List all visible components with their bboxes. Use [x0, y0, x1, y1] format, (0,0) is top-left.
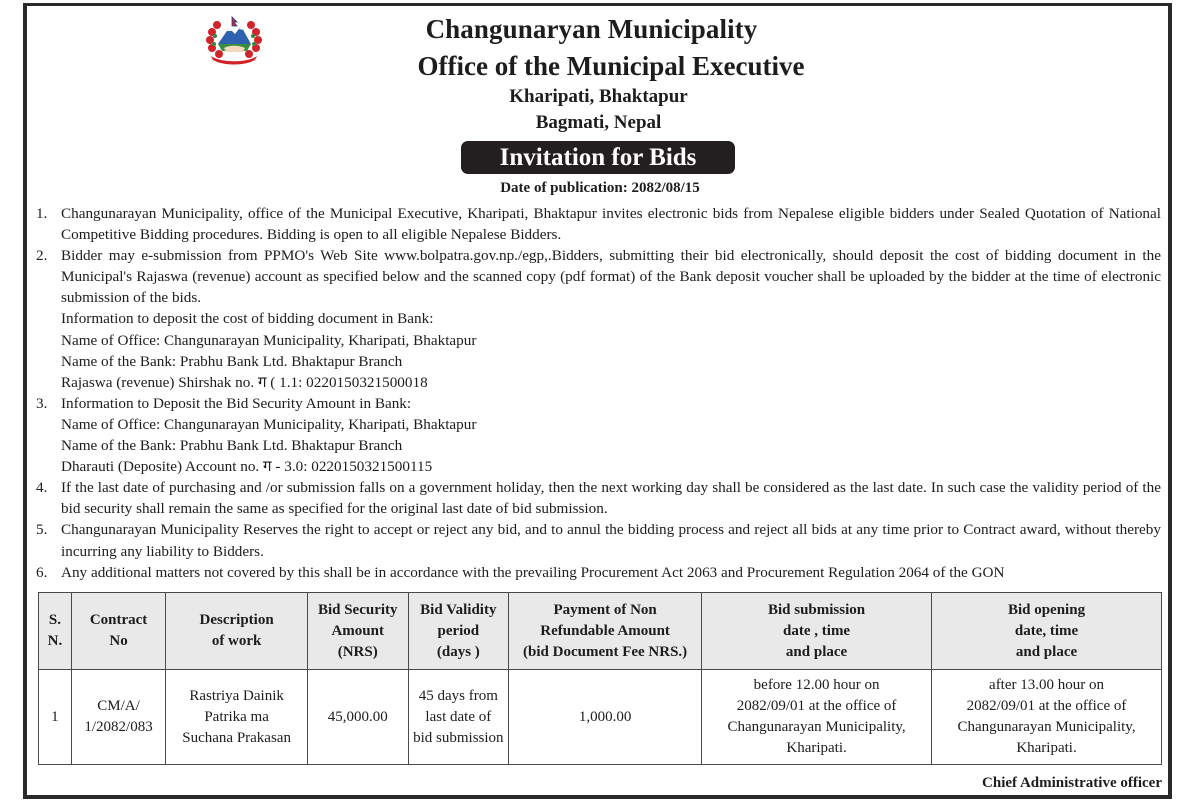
cell-serial-number — [39, 670, 72, 765]
header-line: date, time — [1014, 622, 1079, 639]
clause-text: Name of the Bank: Prabhu Bank Ltd. Bhaktapur Branch — [61, 352, 403, 370]
header-line: Bid Security — [317, 601, 398, 618]
office-name: Office of the Municipal Executive — [417, 51, 805, 81]
clause-text: Name of the Bank: Prabhu Bank Ltd. Bhaktapur Branch — [61, 437, 403, 455]
clause-text: Any additional matters not covered by this shall be in accordance with the prevailing Procurement Act 2063 and Procurement Regulation 2064 of the GON — [61, 563, 1005, 581]
cell-line: CM/A/ — [97, 698, 140, 714]
clause-3 — [36, 393, 1161, 477]
cell-line: Changunarayan Municipality, — [727, 719, 906, 735]
cell-line: 1,000.00 — [578, 708, 632, 725]
header-line: Bid Validity — [420, 601, 497, 618]
header-line: Description — [199, 612, 274, 628]
header-line: of work — [211, 633, 262, 649]
header-line: (bid Document Fee NRS.) — [523, 643, 688, 660]
municipality-name: Changunaryan Municipality — [425, 14, 758, 44]
cell-line: 1/2082/083 — [84, 719, 153, 735]
clause-text: If the last date of purchasing and /or submission falls on a government holiday, then the next working day shall be considered as the last date. In such case the validity period of the bid security shall remain the same as specified for the original last date of bid submission. — [61, 479, 1161, 518]
header-line: and place — [785, 643, 848, 660]
notice-title-banner: Invitation for Bids — [461, 141, 735, 174]
address-line-2: Bagmati, Nepal — [535, 112, 662, 133]
clause-number: 1. — [36, 205, 48, 222]
clause-number: 5. — [36, 521, 48, 539]
header-line: (days ) — [436, 643, 480, 660]
clause-number: 4. — [36, 479, 48, 497]
header-line: (NRS) — [337, 643, 378, 660]
header-line: No — [109, 633, 128, 649]
bids-table — [38, 592, 1162, 765]
header-line: date , time — [783, 622, 851, 639]
clause-text: Name of Office: Changunarayan Municipality, Kharipati, Bhaktapur — [61, 415, 477, 433]
cell-bid-opening — [932, 670, 1162, 765]
header-bid-opening — [932, 593, 1162, 670]
cell-line: before 12.00 hour on — [753, 677, 880, 693]
clause-1 — [36, 203, 1161, 245]
cell-bid-submission — [702, 670, 932, 765]
header-bid-submission — [702, 593, 932, 670]
cell-contract-no — [71, 670, 165, 765]
cell-line: Rastriya Dainik — [189, 687, 284, 704]
clause-4 — [36, 477, 1161, 519]
header-description — [166, 593, 308, 670]
cell-line: Kharipati. — [786, 740, 847, 756]
header-document-fee — [509, 593, 702, 670]
header-line: and place — [1015, 643, 1078, 660]
cell-line: 45,000.00 — [327, 708, 388, 725]
clause-text: Changunarayan Municipality Reserves the right to accept or reject any bid, and to annul the bidding process and reject all bids at any time prior to Contract award, without thereby incurring any liability to Bidders. — [61, 521, 1161, 560]
header-line: S. — [48, 612, 61, 628]
header-line: Bid submission — [767, 601, 866, 618]
cell-line: 2082/09/01 at the office of — [736, 698, 897, 714]
clause-text: Dharauti (Deposite) Account no. ग - 3.0: 0220150321500115 — [61, 458, 433, 476]
clause-text: Information to Deposit the Bid Security Amount in Bank: — [61, 394, 412, 412]
clause-number: 6. — [36, 563, 48, 581]
clause-text: Bidder may e-submission from PPMO's Web Site www.bolpatra.gov.np./egp,.Bidders, submitting their bid electronically, should deposit the cost of bidding document in the Municipal's Rajaswa (revenue) account as specified below and the scanned copy (pdf format) of the Bank deposit voucher shall be uploaded by the bidder at the time of electronic submission of the bids. — [61, 247, 1161, 307]
cell-line: after 13.00 hour on — [989, 677, 1104, 693]
clause-6 — [36, 562, 1161, 583]
address-line-1: Kharipati, Bhaktapur — [509, 86, 688, 107]
cell-line: Patrika ma — [204, 708, 269, 725]
cell-description — [166, 670, 308, 765]
header-bid-validity — [408, 593, 509, 670]
clauses-list — [36, 203, 1161, 583]
cell-line: 45 days from — [418, 687, 498, 704]
cell-line: 2082/09/01 at the office of — [966, 698, 1127, 714]
header-serial-number — [39, 593, 72, 670]
header-contract-no — [71, 593, 165, 670]
header-line: Amount — [331, 622, 384, 639]
publication-date: Date of publication: 2082/08/15 — [500, 180, 700, 196]
cell-bid-security — [307, 670, 408, 765]
signatory-title: Chief Administrative officer — [982, 775, 1162, 791]
cell-line: last date of — [425, 708, 492, 725]
cell-line: Kharipati. — [1016, 740, 1077, 756]
clause-text: Rajaswa (revenue) Shirshak no. ग ( 1.1: 0220150321500018 — [61, 373, 428, 391]
clause-text: Changunarayan Municipality, office of the Municipal Executive, Kharipati, Bhaktapur invites electronic bids from Nepalese eligible bidders under Sealed Quotation of National Competitive Bidding procedures. Bidding is open to all eligible Nepalese Bidders. — [61, 205, 1161, 244]
cell-line: bid submission — [413, 729, 504, 746]
clause-2 — [36, 245, 1161, 393]
header-bid-security — [307, 593, 408, 670]
clause-number: 3. — [36, 394, 48, 412]
clause-5 — [36, 519, 1161, 561]
clause-text: Information to deposit the cost of bidding document in Bank: — [61, 310, 434, 328]
cell-line: Changunarayan Municipality, — [957, 719, 1136, 735]
header-line: Refundable Amount — [540, 622, 670, 639]
cell-line: 1 — [51, 708, 59, 725]
table-row — [39, 670, 1162, 765]
header-line: period — [437, 622, 480, 639]
clause-text: Name of Office: Changunarayan Municipality, Kharipati, Bhaktapur — [61, 331, 477, 349]
cell-bid-validity — [408, 670, 509, 765]
header-line: Contract — [89, 612, 148, 628]
header-line: N. — [47, 633, 63, 649]
cell-line: Suchana Prakasan — [182, 729, 291, 746]
table-header-row — [39, 593, 1162, 670]
header-line: Bid opening — [1007, 601, 1086, 618]
header-line: Payment of Non — [553, 601, 657, 618]
cell-document-fee — [509, 670, 702, 765]
clause-number: 2. — [36, 247, 48, 265]
